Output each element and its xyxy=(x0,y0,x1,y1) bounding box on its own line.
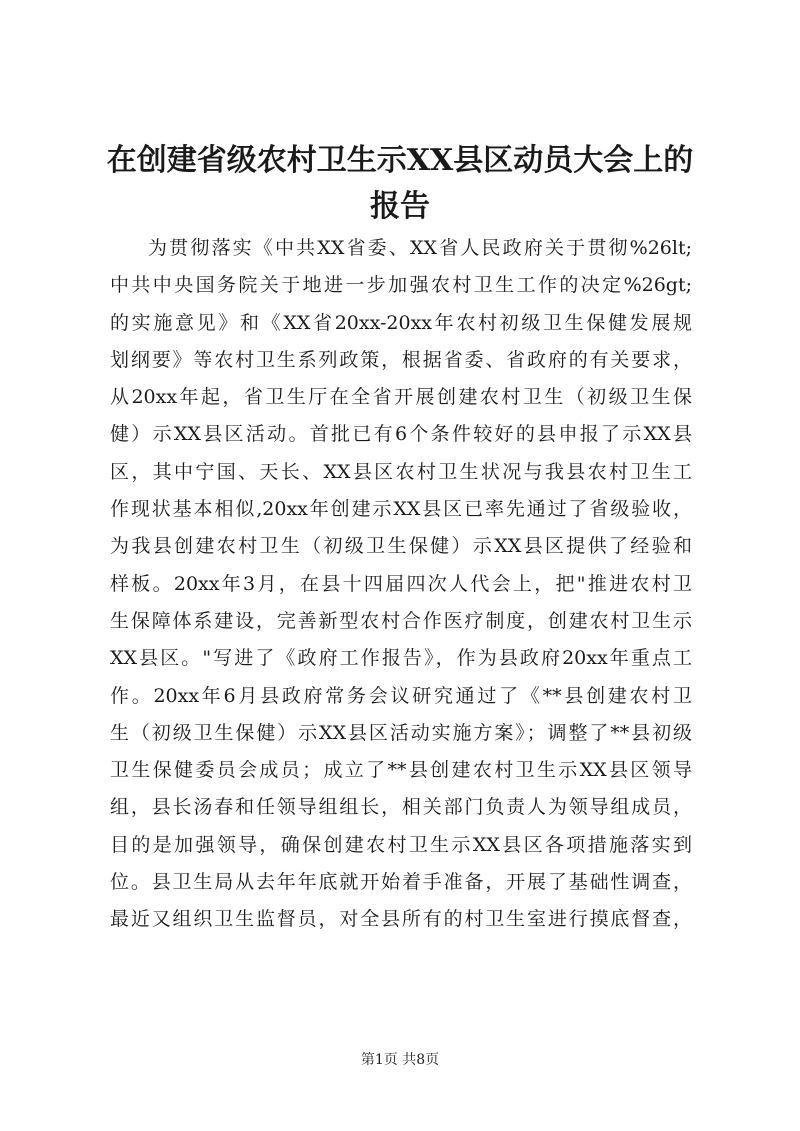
body-line: 从20xx年起，省卫生厅在全省开展创建农村卫生（初级卫生保 xyxy=(110,386,692,409)
body-line: 为贯彻落实《中共XX省委、XX省人民政府关于贯彻%26lt; xyxy=(148,237,692,259)
body-line: 划纲要》等农村卫生系列政策，根据省委、省政府的有关要求， xyxy=(110,348,692,371)
body-line: 作现状基本相似,20xx年创建示XX县区已率先通过了省级验收， xyxy=(110,498,692,521)
page-footer: 第1页 共8页 xyxy=(360,1052,440,1068)
body-line: 为我县创建农村卫生（初级卫生保健）示XX县区提供了经验和 xyxy=(110,535,692,558)
body-line: 目的是加强领导，确保创建农村卫生示XX县区各项措施落实到 xyxy=(110,833,692,856)
title-line-1: 在创建省级农村卫生示XX县区动员大会上的 xyxy=(106,143,694,178)
body-line: 区，其中宁国、天长、XX县区农村卫生状况与我县农村卫生工 xyxy=(110,460,692,483)
body-line: 位。县卫生局从去年年底就开始着手准备，开展了基础性调查， xyxy=(110,871,692,894)
body-line: XX县区。"写进了《政府工作报告》，作为县政府20xx年重点工 xyxy=(110,647,692,670)
body-line: 作。20xx年6月县政府常务会议研究通过了《**县创建农村卫 xyxy=(110,684,692,707)
body-line: 最近又组织卫生监督员，对全县所有的村卫生室进行摸底督查， xyxy=(110,908,692,931)
body-line: 样板。20xx年3月，在县十四届四次人代会上，把"推进农村卫 xyxy=(110,572,692,595)
body-line: 生保障体系建设，完善新型农村合作医疗制度，创建农村卫生示 xyxy=(110,609,692,632)
title-line-2: 报告 xyxy=(370,189,430,224)
body-paragraph xyxy=(110,230,692,939)
body-line: 卫生保健委员会成员；成立了**县创建农村卫生示XX县区领导 xyxy=(110,759,692,782)
document-title xyxy=(80,138,720,230)
body-line: 健）示XX县区活动。首批已有6个条件较好的县申报了示XX县 xyxy=(110,423,692,446)
body-line: 中共中央国务院关于地进一步加强农村卫生工作的决定%26gt; xyxy=(110,274,692,297)
body-line: 生（初级卫生保健）示XX县区活动实施方案》；调整了**县初级 xyxy=(110,721,692,744)
body-line: 组，县长汤春和任领导组组长，相关部门负责人为领导组成员， xyxy=(110,796,692,819)
body-line: 的实施意见》和《XX省20xx-20xx年农村初级卫生保健发展规 xyxy=(110,311,692,334)
